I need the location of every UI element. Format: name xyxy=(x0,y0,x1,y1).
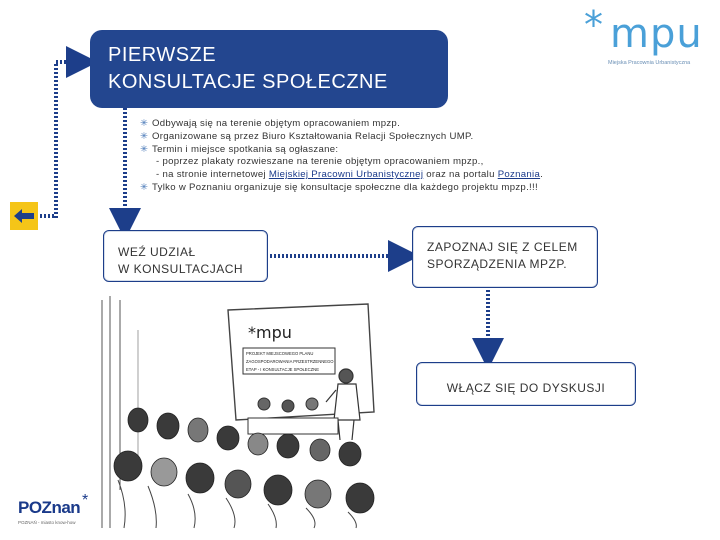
list-item: ✳ Odbywają się na terenie objętym opracowaniem mpzp. xyxy=(140,118,401,129)
board-line-3: ETAP - I KONSULTACJE SPOŁECZNE xyxy=(246,367,319,372)
sub-list-item: - poprzez plakaty rozwieszane na terenie objętym opracowaniem mpzp., xyxy=(156,156,484,168)
info-bullet-list xyxy=(140,118,700,195)
poznan-tagline: POZNAŃ - miasto know-how xyxy=(18,520,76,525)
asterisk-icon: * xyxy=(82,492,89,509)
meeting-sketch-image xyxy=(98,290,398,530)
list-item: ✳ Organizowane są przez Biuro Kształtowania Relacji Społecznych UMP. xyxy=(140,130,474,142)
mpu-logo xyxy=(584,3,704,72)
board-line-2: ZAGOSPODAROWANIA PRZESTRZENNEGO xyxy=(246,359,334,364)
list-item: ✳ Tylko w Poznaniu organizuje się konsultacje społeczne dla każdego projektu mpzp.!!! xyxy=(140,181,538,193)
title-line-1: PIERWSZE xyxy=(108,44,217,66)
poznan-link[interactable]: Poznania xyxy=(497,169,541,181)
page-title xyxy=(90,30,448,108)
list-item: ✳ Termin i miejsce spotkania są ogłaszane: xyxy=(140,143,339,155)
flow-line-back xyxy=(56,62,82,218)
arrow-left-icon xyxy=(14,208,34,224)
sub-list-item: - na stronie internetowej Miejskiej Pracowni Urbanistycznej oraz na portalu Poznania. xyxy=(156,169,544,181)
asterisk-icon: ✳ xyxy=(140,181,149,193)
board-line-1: PROJEKT MIEJSCOWEGO PLANU xyxy=(246,351,314,356)
learn-purpose-button[interactable]: ZAPOZNAJ SIĘ Z CELEM SPORZĄDZENIA MPZP. xyxy=(412,226,598,288)
asterisk-icon: ✳ xyxy=(140,130,149,142)
title-line-2: KONSULTACJE SPOŁECZNE xyxy=(108,71,388,93)
asterisk-icon: * xyxy=(584,3,603,47)
asterisk-icon: ✳ xyxy=(140,118,149,129)
poznan-logo xyxy=(18,492,98,534)
join-discussion-button[interactable]: WŁĄCZ SIĘ DO DYSKUSJI xyxy=(416,362,636,406)
back-button[interactable] xyxy=(10,202,38,230)
join-consultations-button[interactable]: WEŹ UDZIAŁ W KONSULTACJACH xyxy=(103,230,268,282)
poznan-brand: POZnan xyxy=(18,498,81,517)
logo-word: mpu xyxy=(610,11,703,57)
logo-subtitle: Miejska Pracownia Urbanistyczna xyxy=(608,60,691,66)
mpu-link[interactable]: Miejskiej Pracowni Urbanistycznej xyxy=(268,169,424,181)
screen-logo: *mpu xyxy=(248,323,292,342)
asterisk-icon: ✳ xyxy=(140,143,149,155)
